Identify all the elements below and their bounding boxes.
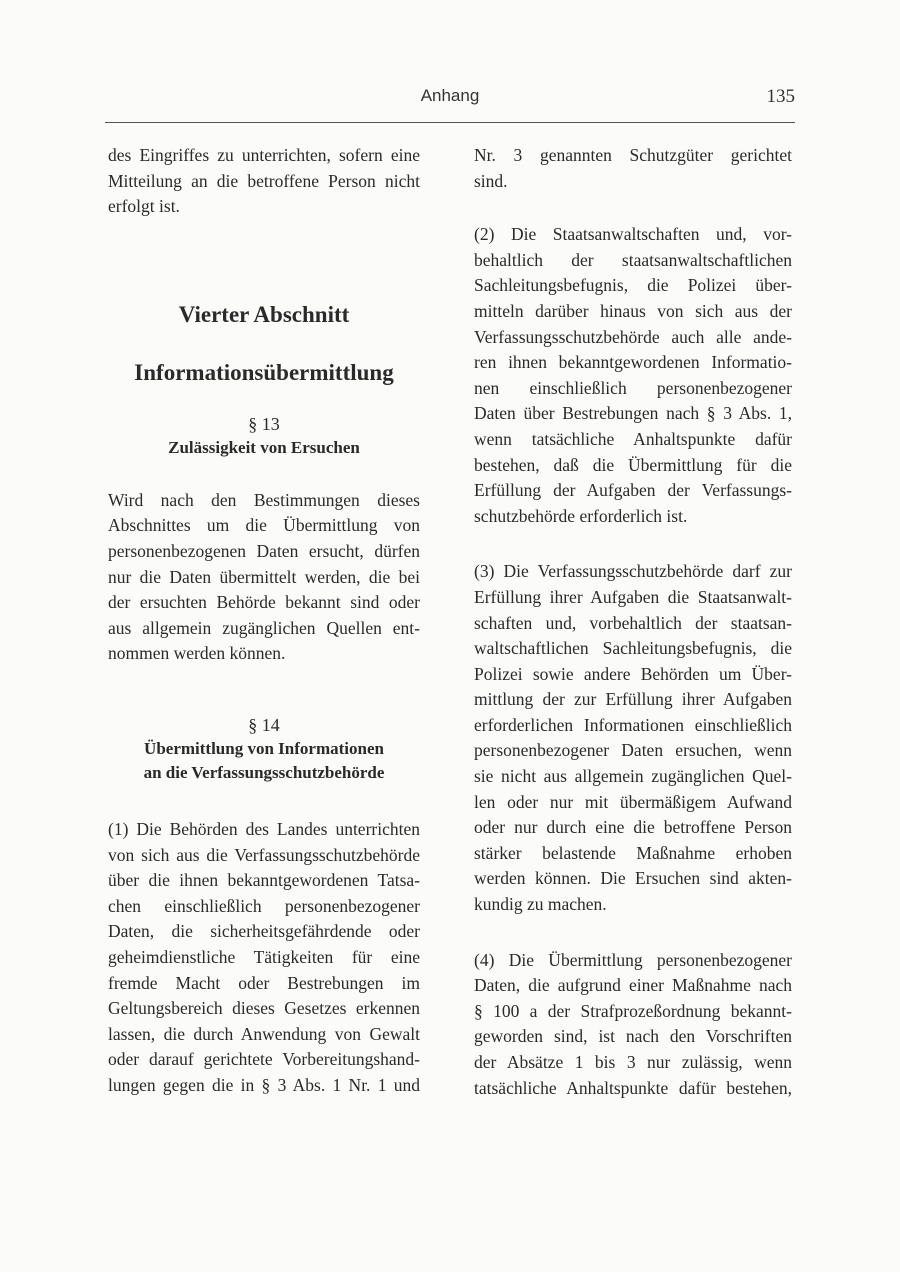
p14-2-text <box>474 222 792 529</box>
text-line: Daten, die aufgrund einer Maßnahme nach <box>474 975 792 996</box>
text-line: fremde Macht oder Bestrebungen im <box>108 972 420 993</box>
text-line: Sachleitungsbefugnis, die Polizei über- <box>474 275 792 296</box>
text-line: sind. <box>474 170 508 191</box>
text-line: ren ihnen bekanntgewordenen Informatio- <box>474 352 792 373</box>
text-line: nur die Daten übermittelt werden, die bei <box>108 566 420 587</box>
text-line: (1) Die Behörden des Landes unterrichten <box>108 818 420 839</box>
text-line: aus allgemein zugänglichen Quellen ent- <box>108 617 420 638</box>
text-line: mittlung der zur Erfüllung ihrer Aufgaben <box>474 689 792 710</box>
paragraph-title: an die Verfassungsschutzbehörde <box>143 762 385 782</box>
text-line: Daten, die sicherheitsgefährdende oder <box>108 921 420 942</box>
text-line: len oder nur mit übermäßigem Aufwand <box>474 791 792 812</box>
text-line: Daten über Bestrebungen nach § 3 Abs. 1, <box>474 403 792 424</box>
paragraph-title: Zulässigkeit von Ersuchen <box>168 437 360 457</box>
text-line: Geltungsbereich dieses Gesetzes erkennen <box>108 998 420 1019</box>
text-line: der Absätze 1 bis 3 nur zulässig, wenn <box>474 1052 792 1072</box>
text-line: sie nicht aus allgemein zugänglichen Quel- <box>474 766 792 787</box>
text-line: personenbezogenen Daten ersucht, dürfen <box>108 540 420 561</box>
text-line: § 100 a der Strafprozeßordnung bekannt- <box>474 1000 792 1021</box>
left-column <box>108 143 420 1098</box>
intro-paragraph <box>108 143 420 220</box>
right-column <box>474 143 792 1101</box>
section-heading: Vierter Abschnitt <box>178 301 350 327</box>
text-line: Nr. 3 genannten Schutzgüter gerichtet <box>474 145 792 165</box>
text-line: geworden sind, ist nach den Vorschriften <box>474 1026 792 1047</box>
text-line: stärker belastende Maßnahme erhoben <box>474 842 792 863</box>
text-line: kundig zu machen. <box>474 894 607 915</box>
text-line: Wird nach den Bestimmungen dieses <box>108 489 420 510</box>
text-line: lassen, die durch Anwendung von Gewalt <box>108 1023 420 1044</box>
text-line: oder darauf gerichtete Vorbereitungshand- <box>108 1049 420 1070</box>
text-line: erfolgt ist. <box>108 196 180 217</box>
text-line: Erfüllung der Aufgaben der Verfassungs- <box>474 480 792 501</box>
text-line: Verfassungsschutzbehörde auch alle ande- <box>474 326 792 347</box>
text-line: behaltlich der staatsanwaltschaftlichen <box>474 249 792 270</box>
text-line: Erfüllung ihrer Aufgaben die Staatsanwalt- <box>474 586 792 607</box>
text-line: chen einschließlich personenbezogener <box>108 895 420 916</box>
paragraph-title: Übermittlung von Informationen <box>144 738 384 758</box>
text-line: oder nur durch eine die betroffene Person <box>474 817 792 838</box>
text-line: tatsächliche Anhaltspunkte dafür bestehen, <box>474 1077 792 1098</box>
text-line: Abschnittes um die Übermittlung von <box>108 515 420 536</box>
header-rule <box>105 122 795 123</box>
text-line: bestehen, daß die Übermittlung für die <box>474 454 792 475</box>
running-title: Anhang <box>420 86 480 105</box>
continuation-paragraph <box>474 143 792 194</box>
text-line: der ersuchten Behörde bekannt sind oder <box>108 592 420 613</box>
text-line: über die ihnen bekanntgewordenen Tatsa- <box>108 870 420 891</box>
text-line: Polizei sowie andere Behörden um Über- <box>474 663 792 684</box>
text-line: lungen gegen die in § 3 Abs. 1 Nr. 1 und <box>108 1074 420 1095</box>
text-line: waltschaftlichen Sachleitungsbefugnis, die <box>474 638 792 659</box>
section-subheading: Informationsübermittlung <box>134 359 394 385</box>
text-line: des Eingriffes zu unterrichten, sofern eine <box>108 145 420 165</box>
text-line: wenn tatsächliche Anhaltspunkte dafür <box>474 428 792 449</box>
text-line: nen einschließlich personenbezogener <box>474 377 792 398</box>
text-line: Mitteilung an die betroffene Person nicht <box>108 170 420 191</box>
p13-text <box>108 488 420 667</box>
text-line: (3) Die Verfassungsschutzbehörde darf zur <box>474 561 792 582</box>
text-line: geheimdienstliche Tätigkeiten für eine <box>108 946 420 967</box>
text-line: von sich aus die Verfassungsschutzbehörde <box>108 844 420 865</box>
text-line: personenbezogener Daten ersuchen, wenn <box>474 740 792 761</box>
paragraph-number: § 14 <box>248 714 280 735</box>
p14-4-text <box>474 948 792 1102</box>
text-line: (4) Die Übermittlung personenbezogener <box>474 949 792 970</box>
p14-3-text <box>474 559 792 917</box>
text-line: (2) Die Staatsanwaltschaften und, vor- <box>474 224 792 245</box>
text-line: schaften und, vorbehaltlich der staatsan- <box>474 612 792 633</box>
paragraph-number: § 13 <box>248 413 280 434</box>
p14-1-text <box>108 817 420 1099</box>
text-line: werden können. Die Ersuchen sind akten- <box>474 868 792 889</box>
text-line: schutzbehörde erforderlich ist. <box>474 505 688 526</box>
page-header <box>105 86 795 116</box>
page-number: 135 <box>766 86 795 107</box>
text-line: nommen werden können. <box>108 643 286 664</box>
text-line: erforderlichen Informationen einschließlich <box>474 714 792 735</box>
text-line: mitteln darüber hinaus von sich aus der <box>474 300 792 321</box>
